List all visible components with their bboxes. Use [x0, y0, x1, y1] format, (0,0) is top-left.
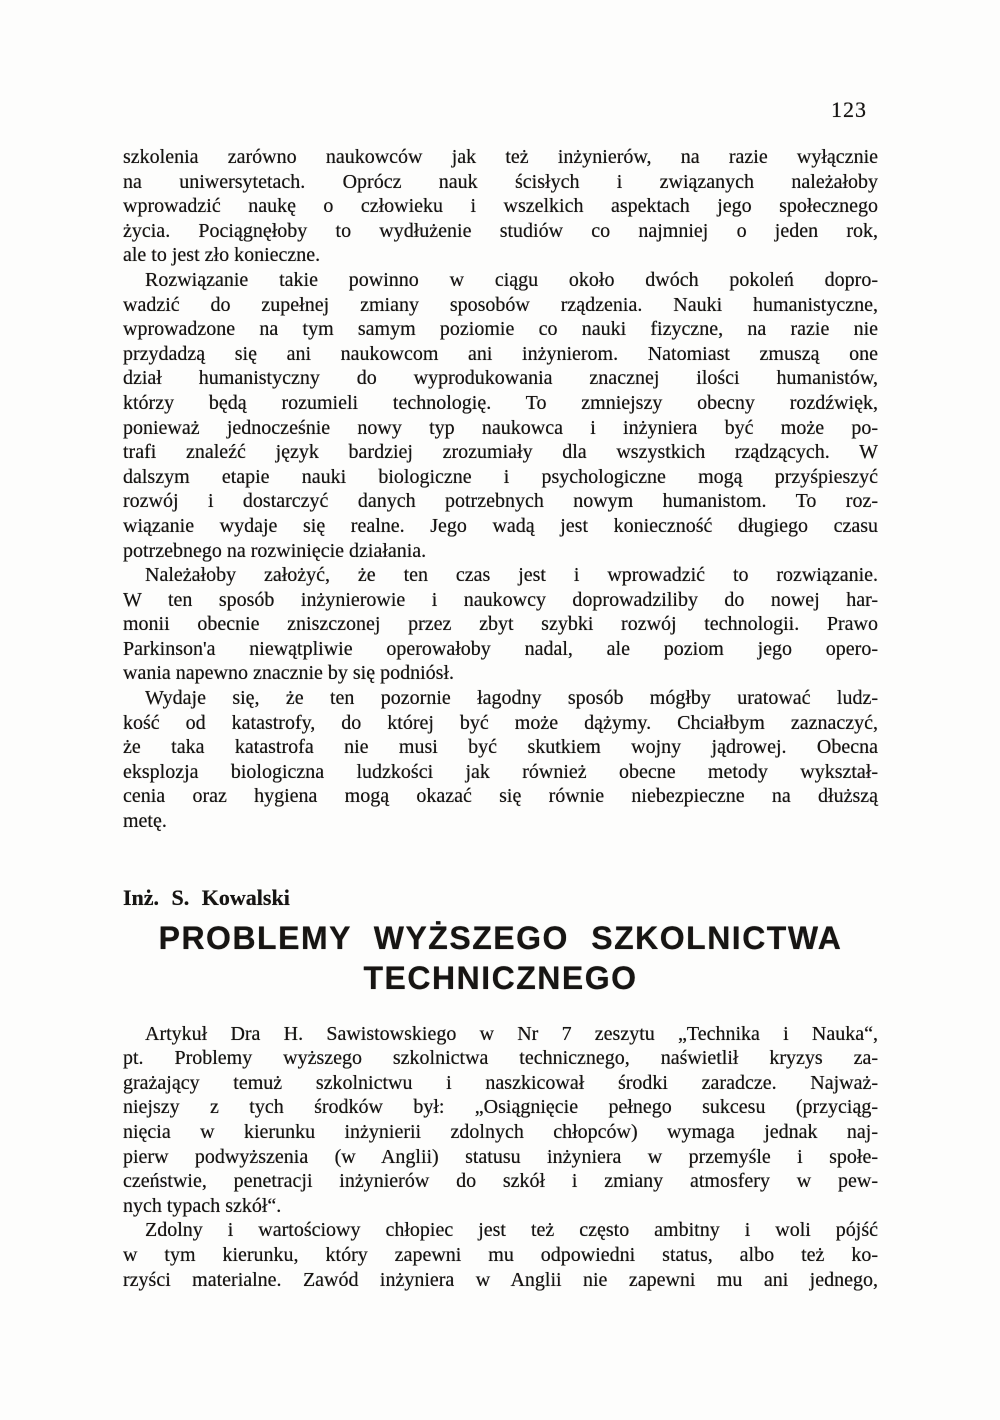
text-line: czeństwie, penetracji inżynierów do szkół i zmiany atmosfery w pew-	[123, 1170, 878, 1193]
text-line: monii obecnie zniszczonej przez zbyt szybki rozwój technologii. Prawo	[123, 613, 878, 636]
text-line: którzy będą rozumieli technologię. To zmniejszy obecny rozdźwięk,	[123, 391, 878, 414]
text-line: grażający temuż szkolnictwu i naszkicował środki zaradcze. Najważ-	[123, 1071, 878, 1094]
text-block	[123, 145, 878, 1292]
text-line: Zdolny i wartościowy chłopiec jest też często ambitny i woli pójść	[145, 1219, 878, 1242]
text-line: dział humanistyczny do wyprodukowania znacznej ilości humanistów,	[123, 367, 878, 390]
text-line: w tym kierunku, który zapewni mu odpowiedni status, albo też ko-	[123, 1243, 878, 1266]
text-line: ale to jest zło konieczne.	[123, 244, 321, 267]
text-line: że taka katastrofa nie musi być skutkiem wojny jądrowej. Obecna	[123, 736, 878, 759]
text-line: pierw podwyższenia (w Anglii) statusu inżyniera w przemyśle i społe-	[123, 1145, 878, 1168]
text-line: Rozwiązanie takie powinno w ciągu około dwóch pokoleń dopro-	[145, 268, 878, 291]
text-line: trafi znaleźć język bardziej zrozumiały dla wszystkich rządzących. W	[123, 441, 878, 464]
article-text	[123, 1022, 878, 1293]
text-line: Należałoby założyć, że ten czas jest i wprowadzić to rozwiązanie.	[145, 564, 878, 587]
text-line: cenia oraz hygiena mogą okazać się równie niebezpieczne na dłuższą	[123, 785, 878, 808]
text-line: potrzebnego na rozwinięcie działania.	[123, 539, 427, 562]
article-title	[123, 918, 878, 998]
text-line: rzyści materialne. Zawód inżyniera w Anglii nie zapewni mu ani jednego,	[123, 1268, 878, 1291]
text-line: wprowadzone na tym samym poziomie co nauki fizyczne, na razie nie	[123, 318, 878, 341]
text-line: Parkinson'a niewątpliwie operowałoby nadal, ale poziom jego opero-	[123, 637, 878, 660]
text-line: wania napewno znacznie by się podniósł.	[123, 662, 455, 685]
article-header	[123, 886, 878, 998]
text-line: Artykuł Dra H. Sawistowskiego w Nr 7 zeszytu „Technika i Nauka“,	[145, 1022, 878, 1045]
paragraph	[123, 563, 878, 686]
article-author: Inż. S. Kowalski	[123, 884, 290, 910]
text-line: wadzić do zupełnej zmiany sposobów rządzenia. Nauki humanistyczne,	[123, 293, 878, 316]
text-line: dalszym etapie nauki biologiczne i psychologiczne mogą przyśpieszyć	[123, 465, 878, 488]
text-line: metę.	[123, 810, 167, 833]
paragraph	[123, 268, 878, 563]
page-number: 123	[831, 97, 867, 122]
text-line: przydadzą się ani naukowcom ani inżynierom. Natomiast zmuszą one	[123, 342, 878, 365]
text-line: wprowadzić naukę o człowieku i wszelkich aspektach jego społecznego	[123, 195, 878, 218]
text-line: Wydaje się, że ten pozornie łagodny sposób mógłby uratować ludz-	[145, 687, 878, 710]
text-line: eksplozja biologiczna ludzkości jak również obecne metody wykształ-	[123, 760, 878, 783]
paragraph	[123, 145, 878, 268]
text-line: W ten sposób inżynierowie i naukowcy doprowadziliby do nowej har-	[123, 588, 878, 611]
text-line: nych typach szkół“.	[123, 1194, 282, 1217]
paragraph	[123, 1218, 878, 1292]
text-line: nięcia w kierunku inżynierii zdolnych chłopców) wymaga jednak naj-	[123, 1121, 878, 1143]
text-line: pt. Problemy wyższego szkolnictwa technicznego, naświetlił kryzys za-	[123, 1047, 878, 1070]
text-line: szkolenia zarówno naukowców jak też inżynierów, na razie wyłącznie	[123, 146, 878, 168]
text-line: niejszy z tych środków był: „Osiągnięcie pełnego sukcesu (przyciąg-	[123, 1096, 878, 1119]
article-title-line-1: PROBLEMY WYŻSZEGO SZKOLNICTWA	[158, 919, 843, 956]
text-line: życia. Pociągnęłoby to wydłużenie studiów co najmniej o jeden rok,	[123, 219, 878, 242]
text-line: na uniwersytetach. Oprócz nauk ścisłych i związanych należałoby	[123, 170, 878, 193]
text-line: rozwój i dostarczyć danych potrzebnych nowym humanistom. To roz-	[123, 490, 878, 513]
paragraph	[123, 686, 878, 834]
article-title-line-2: TECHNICZNEGO	[363, 959, 638, 996]
paragraph	[123, 1022, 878, 1219]
text-line: ponieważ jednocześnie nowy typ naukowca i inżyniera być może po-	[123, 416, 878, 439]
text-line: wiązanie wydaje się realne. Jego wadą jest konieczność długiego czasu	[123, 514, 878, 537]
continuation-text	[123, 145, 878, 834]
text-line: kość od katastrofy, do której być może dążymy. Chciałbym zaznaczyć,	[123, 711, 878, 734]
